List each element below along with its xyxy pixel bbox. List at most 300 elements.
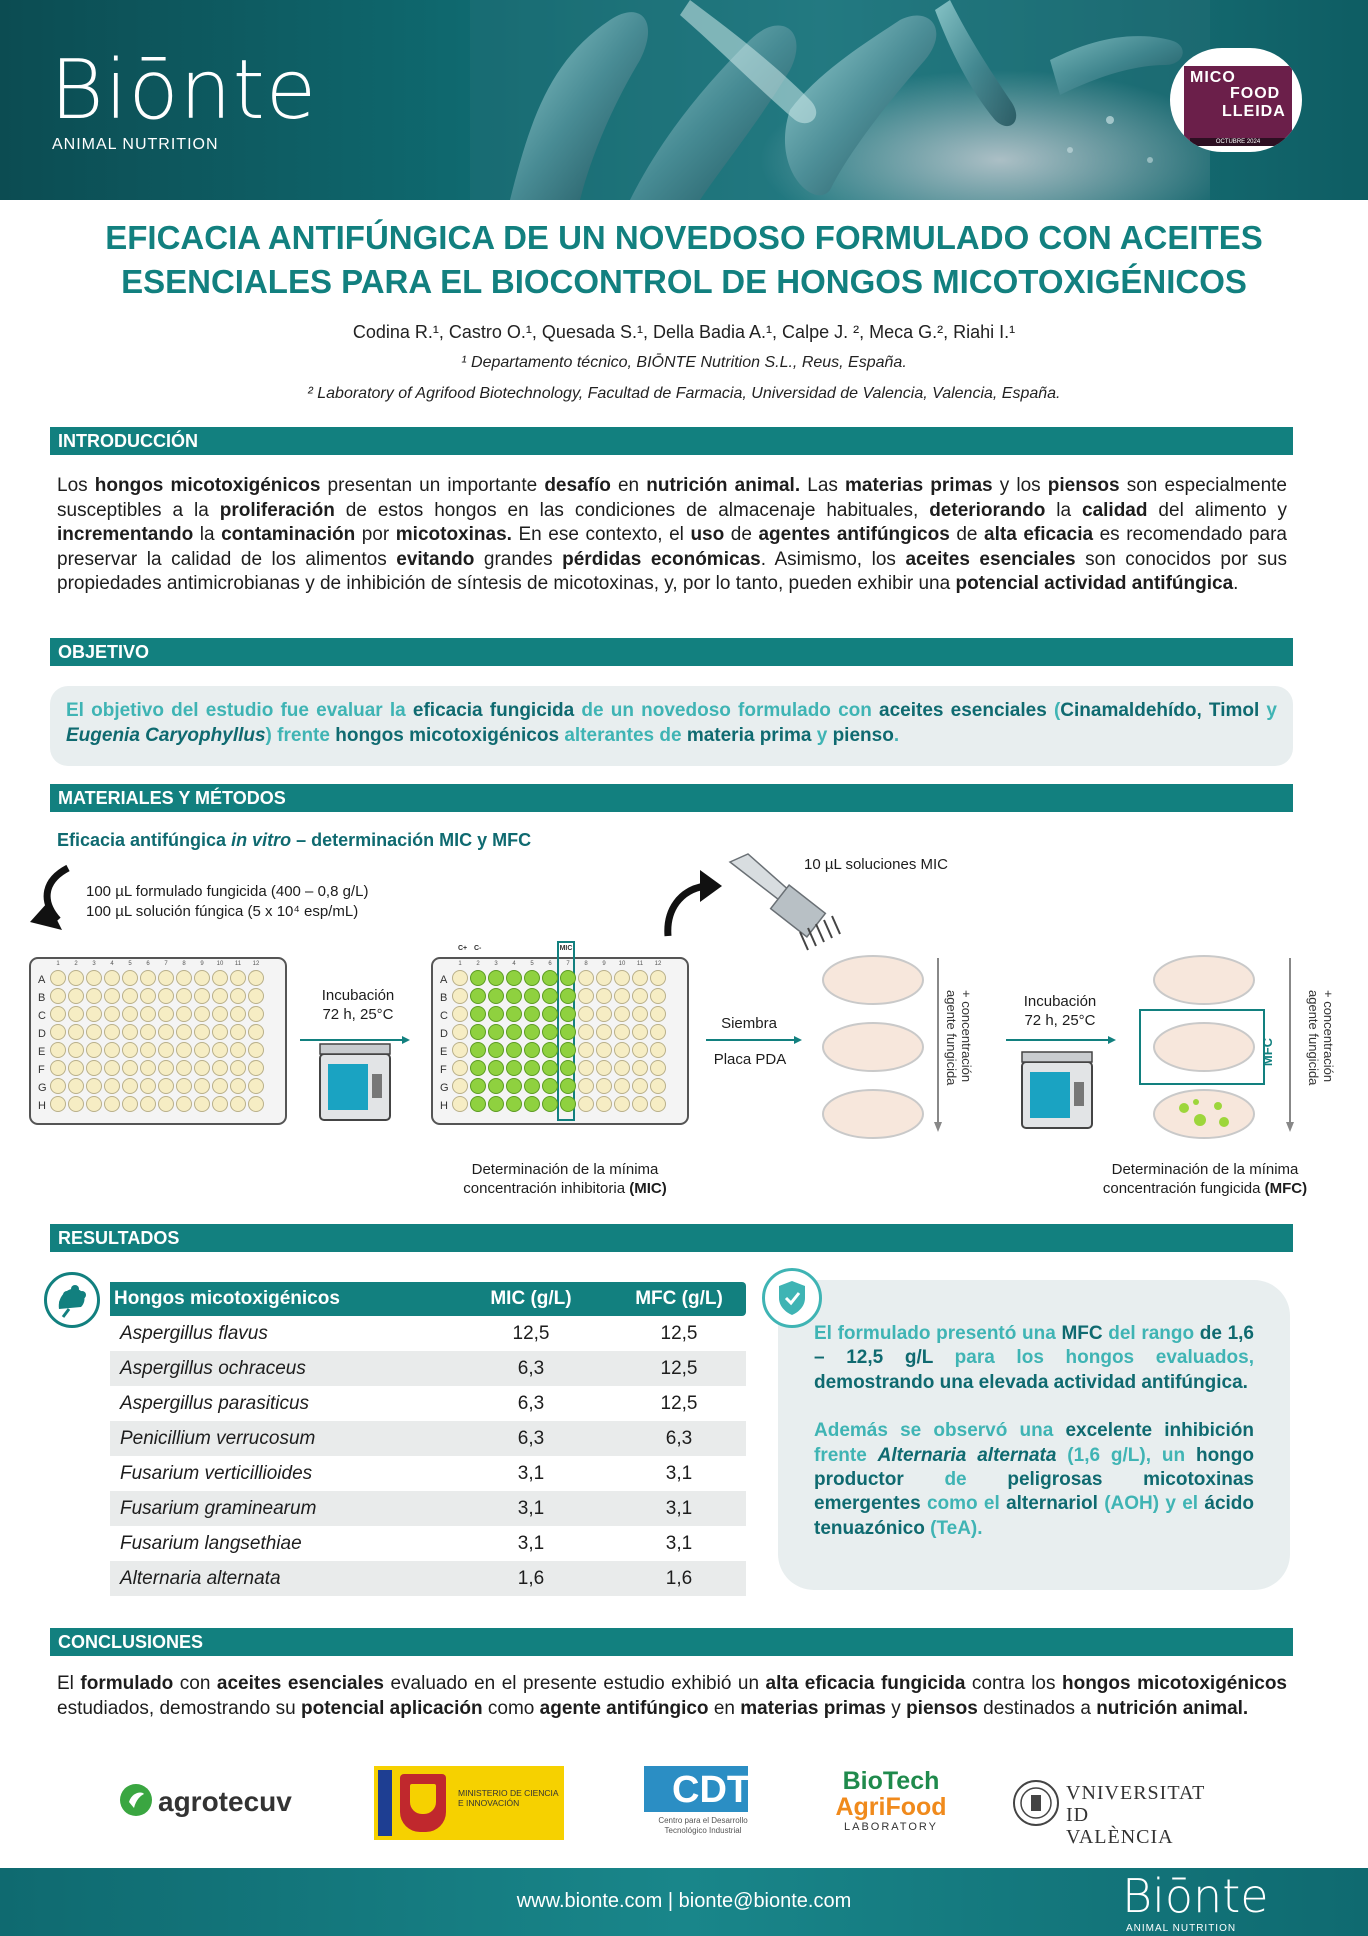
plate-well [633, 971, 648, 986]
concentration-label-2: + concentración agente fungicida [1306, 990, 1336, 1086]
plate-well [633, 1007, 648, 1022]
plate-well [489, 1025, 504, 1040]
plate-well [123, 1007, 138, 1022]
plate-well [453, 1097, 468, 1112]
plate-well [507, 1097, 522, 1112]
plate-well [249, 1097, 264, 1112]
plate-well [69, 1025, 84, 1040]
plate-well [249, 971, 264, 986]
methods-diagram [0, 840, 1368, 1140]
plate-well [579, 989, 594, 1004]
plate-well [51, 1025, 66, 1040]
plate-well [471, 971, 486, 986]
plate-well [471, 1079, 486, 1094]
footer-contact: www.bionte.com | bionte@bionte.com [516, 1890, 852, 1912]
plate-well [195, 1079, 210, 1094]
plate-well [159, 1043, 174, 1058]
plate-well [561, 1061, 576, 1076]
section-bar-results: RESULTADOS [50, 1224, 1293, 1252]
plate-well [105, 1097, 120, 1112]
siembra-label: Siembra [721, 1015, 777, 1032]
plate-well [249, 1043, 264, 1058]
plate-well [525, 1043, 540, 1058]
mfc-value: 3,1 [665, 1498, 693, 1519]
plate-well [597, 989, 612, 1004]
plate-well [105, 1007, 120, 1022]
mfc-value: 12,5 [660, 1393, 698, 1414]
plate-col-label: 10 [618, 961, 626, 967]
plate-well [615, 1097, 630, 1112]
header-banner [0, 0, 1368, 200]
mic-value: 6,3 [517, 1393, 545, 1414]
plate-row-label: H [38, 1100, 46, 1112]
plate-well [249, 989, 264, 1004]
plate-well [453, 1007, 468, 1022]
plate-col-label: 10 [216, 961, 224, 967]
plate-well [177, 1007, 192, 1022]
intro-paragraph: Los hongos micotoxigénicos presentan un importante desafío en nutrición animal. Las materias primas y los piensos son especialmente susceptibles a la proliferación de estos hongos en las condiciones de almacenaje habituales, deteriorando la calidad del alimento y incrementando la contaminación por micotoxinas. En ese contexto, el uso de agentes antifúngicos de alta eficacia es recomendado para preservar la calidad de los alimentos evitando grandes pérdidas económicas. Asimismo, los aceites esenciales son conocidos por sus propiedades antimicrobianas y de inhibición de síntesis de micotoxinas, y, por lo tanto, pueden exhibir una potencial actividad antifúngica. [57, 475, 1288, 595]
plate-well [543, 1007, 558, 1022]
fungus-name: Aspergillus flavus [120, 1323, 268, 1344]
plate-well [87, 1061, 102, 1076]
plate-well [507, 989, 522, 1004]
plate-well [159, 1061, 174, 1076]
plate-row-label: A [440, 974, 448, 986]
plate-well [633, 1079, 648, 1094]
plate-well [123, 1043, 138, 1058]
plate-well [51, 989, 66, 1004]
plate-well [651, 1007, 666, 1022]
results-paragraph-1: El formulado presentó una MFC del rango de 1,6 – 12,5 g/L para los hongos evaluados, demostrando una elevada actividad antifúngica. [814, 1323, 1254, 1393]
results-summary-box [778, 1280, 1290, 1590]
table-row [110, 1526, 746, 1561]
plate-well [69, 1043, 84, 1058]
plate-well [123, 989, 138, 1004]
plate-well [231, 1025, 246, 1040]
plate-well [69, 1079, 84, 1094]
plate-row-label: H [440, 1100, 448, 1112]
plate-well [525, 971, 540, 986]
plate-col-label: 12 [654, 961, 662, 967]
plate-well [579, 1025, 594, 1040]
brand-name: Biōnte [50, 43, 318, 138]
biotech-agrifood-logo [826, 1768, 956, 1842]
plate-well [69, 971, 84, 986]
plate-well [633, 1097, 648, 1112]
plate-well [471, 1007, 486, 1022]
title-line-2: ESENCIALES PARA EL BIOCONTROL DE HONGOS MICOTOXIGÉNICOS [121, 263, 1247, 300]
section-bar-methods: MATERIALES Y MÉTODOS [50, 784, 1293, 812]
mic-value: 6,3 [517, 1428, 545, 1449]
plate-well [177, 989, 192, 1004]
incubation2-label: Incubación 72 h, 25°C [1023, 993, 1097, 1029]
plate-well [471, 1025, 486, 1040]
plate-well [231, 1061, 246, 1076]
plate-well [633, 1061, 648, 1076]
table-body [110, 1316, 746, 1596]
plate-well [543, 1097, 558, 1112]
mic-value: 12,5 [512, 1323, 550, 1344]
ministerio-logo [374, 1766, 564, 1840]
title-line-1: EFICACIA ANTIFÚNGICA DE UN NOVEDOSO FORMULADO CON ACEITES [105, 219, 1263, 256]
conclusion-paragraph: El formulado con aceites esenciales evaluado en el presente estudio exhibió un alta eficacia fungicida contra los hongos micotoxigénicos estudiados, demostrando su potencial aplicación como agente antifúngico en materias primas y piensos destinados a nutrición animal. [57, 1673, 1287, 1719]
plate-well [615, 971, 630, 986]
plate-well [141, 1043, 156, 1058]
plate-well [141, 989, 156, 1004]
plate-well [561, 971, 576, 986]
caption-mic: Determinación de la mínima concentración inhibitoria (MIC) [463, 1161, 667, 1197]
table-row [110, 1561, 746, 1596]
event-logo-line1: MICO [1190, 69, 1236, 86]
plate-col-label: 11 [234, 961, 242, 967]
plate-well [231, 971, 246, 986]
plate-well [105, 1025, 120, 1040]
plate-well [489, 989, 504, 1004]
plate-well [195, 1025, 210, 1040]
incubator-icon-1 [320, 1044, 390, 1120]
plate-row-label: B [440, 992, 448, 1004]
petri-dish-icon [1154, 956, 1254, 1138]
plate-well [141, 1097, 156, 1112]
plate-row-label: B [38, 992, 46, 1004]
petri-dish-icon [823, 956, 923, 1138]
microplate-incubated-icon [432, 942, 688, 1124]
event-logo-line2: FOOD [1230, 85, 1281, 102]
mic-column-tag: MIC [559, 945, 573, 952]
plate-well [51, 1097, 66, 1112]
plate-well [651, 1025, 666, 1040]
plate-col-label: 12 [252, 961, 260, 967]
plate-well [69, 989, 84, 1004]
fungus-name: Aspergillus ochraceus [120, 1358, 306, 1379]
footer-brand: Biōnte [1122, 1869, 1269, 1923]
cdti-logo [644, 1766, 762, 1844]
plate-well [213, 989, 228, 1004]
plate-well [195, 1097, 210, 1112]
plate-well [87, 971, 102, 986]
plate-well [525, 1061, 540, 1076]
plate-row-label: C [440, 1010, 448, 1022]
plate-well [141, 1079, 156, 1094]
affiliation-1: ¹ Departamento técnico, BIŌNTE Nutrition S.L., Reus, España. [461, 354, 907, 371]
plate-well [525, 1079, 540, 1094]
plate-well [213, 1061, 228, 1076]
plate-well [195, 989, 210, 1004]
plate-well [651, 1097, 666, 1112]
plate-well [651, 1043, 666, 1058]
curved-arrow-right-icon [668, 886, 705, 936]
plate-well [525, 1007, 540, 1022]
mfc-value: 12,5 [660, 1323, 698, 1344]
plate-well [177, 1079, 192, 1094]
results-paragraph-2: Además se observó una excelente inhibición frente Alternaria alternata (1,6 g/L), un hongo productor de peligrosas micotoxinas emergentes como el alternariol (AOH) y el ácido tenuazónico (TeA). [814, 1420, 1255, 1539]
plate-well [123, 971, 138, 986]
plate-well [597, 1097, 612, 1112]
plate-well [507, 971, 522, 986]
plate-row-label: G [440, 1082, 449, 1094]
plate-well [615, 1079, 630, 1094]
plate-well [489, 971, 504, 986]
plate-well [651, 1061, 666, 1076]
microplate-initial-icon [30, 958, 286, 1124]
reagent-label-1: 100 µL formulado fungicida (400 – 0,8 g/L) [86, 883, 369, 900]
plate-well [249, 1007, 264, 1022]
plate-well [471, 1061, 486, 1076]
plate-row-label: A [38, 974, 46, 986]
plate-well [177, 1097, 192, 1112]
plate-well [105, 1061, 120, 1076]
brand-tagline: ANIMAL NUTRITION [52, 136, 219, 153]
ministerio-text: MINISTERIO DE CIENCIA E INNOVACIÓN [458, 1788, 559, 1808]
plate-well [123, 1061, 138, 1076]
event-logo-date: OCTUBRE 2024 [1190, 138, 1286, 146]
fungus-name: Fusarium verticillioides [120, 1463, 313, 1484]
plate-well [141, 1061, 156, 1076]
cdti-text: CDTI [672, 1769, 761, 1811]
plate-well [231, 1097, 246, 1112]
concentration-label-1: + concentración agente fungicida [944, 990, 974, 1086]
plate-well [69, 1061, 84, 1076]
plate-well [51, 1079, 66, 1094]
eu-flag-icon [378, 1770, 392, 1836]
uv-seal-icon [1012, 1778, 1060, 1828]
placa-label: Placa PDA [713, 1051, 787, 1068]
plate-col-label: 5 [128, 961, 132, 967]
plate-well [489, 1061, 504, 1076]
mfc-value: 3,1 [665, 1463, 693, 1484]
plate-well [453, 1043, 468, 1058]
plate-well [195, 1007, 210, 1022]
plate-row-label: D [38, 1028, 46, 1040]
plate-well [561, 1025, 576, 1040]
plate-well [489, 1007, 504, 1022]
fungus-name: Alternaria alternata [120, 1568, 281, 1589]
agrifood-text: AgriFood [835, 1793, 947, 1821]
plate-col-label: 3 [494, 961, 498, 967]
plate-well [507, 1079, 522, 1094]
plate-well [633, 989, 648, 1004]
plate-well [543, 971, 558, 986]
control-negative: C- [474, 945, 482, 952]
plate-well [87, 989, 102, 1004]
section-bar-intro: INTRODUCCIÓN [50, 427, 1293, 455]
plate-well [231, 1079, 246, 1094]
plate-well [597, 971, 612, 986]
plate-well [249, 1061, 264, 1076]
plate-well [651, 1079, 666, 1094]
uv-text-2: ID VALÈNCIA [1066, 1804, 1174, 1848]
laboratory-text: LABORATORY [844, 1821, 938, 1833]
plate-row-label: C [38, 1010, 46, 1022]
plate-col-label: 6 [548, 961, 552, 967]
plate-well [69, 1097, 84, 1112]
plate-row-label: D [440, 1028, 448, 1040]
plate-well [123, 1097, 138, 1112]
plate-col-label: 1 [458, 961, 462, 967]
plate-well [51, 1061, 66, 1076]
plate-well [87, 1025, 102, 1040]
plate-well [87, 1007, 102, 1022]
plate-well [123, 1079, 138, 1094]
plate-well [579, 1007, 594, 1022]
plate-col-label: 6 [146, 961, 150, 967]
plate-well [471, 989, 486, 1004]
plate-well [177, 1043, 192, 1058]
plate-well [597, 1061, 612, 1076]
plate-well [213, 1079, 228, 1094]
plate-well [51, 971, 66, 986]
plate-well [105, 1079, 120, 1094]
cdti-subtext: Centro para el Desarrollo Tecnológico Industrial [658, 1816, 748, 1835]
plate-well [561, 1079, 576, 1094]
plate-well [195, 971, 210, 986]
authors: Codina R.¹, Castro O.¹, Quesada S.¹, Della Badia A.¹, Calpe J. ², Meca G.², Riahi I.¹ [352, 322, 1016, 342]
plate-row-label: G [38, 1082, 47, 1094]
pipette-label: 10 µL soluciones MIC [804, 856, 948, 873]
biotech-text: BioTech [842, 1767, 940, 1795]
table-row [110, 1491, 746, 1526]
plate-col-label: 2 [74, 961, 78, 967]
event-logo-line3: LLEIDA [1222, 103, 1286, 120]
plate-well [579, 1043, 594, 1058]
header-mic: MIC (g/L) [490, 1288, 572, 1309]
footer-brand-tagline: ANIMAL NUTRITION [1126, 1923, 1237, 1934]
mfc-value: 12,5 [660, 1358, 698, 1379]
shield-check-icon [762, 1268, 822, 1328]
plate-row-label: E [440, 1046, 448, 1058]
plate-col-label: 8 [584, 961, 588, 967]
plate-row-label: F [440, 1064, 447, 1076]
fungus-name: Aspergillus parasiticus [120, 1393, 310, 1414]
affiliation-2: ² Laboratory of Agrifood Biotechnology, Facultad de Farmacia, Universidad de Valencia, Valencia, España. [307, 385, 1061, 402]
plate-well [561, 1097, 576, 1112]
table-row [110, 1351, 746, 1386]
mic-value: 1,6 [517, 1568, 545, 1589]
plate-well [597, 1079, 612, 1094]
plate-well [633, 1025, 648, 1040]
plate-well [615, 989, 630, 1004]
plate-well [489, 1043, 504, 1058]
plate-well [453, 971, 468, 986]
fungus-name: Fusarium graminearum [120, 1498, 317, 1519]
plate-well [579, 1061, 594, 1076]
plate-well [453, 1079, 468, 1094]
plate-well [159, 989, 174, 1004]
incubation1-label: Incubación 72 h, 25°C [321, 987, 395, 1023]
plate-well [471, 1097, 486, 1112]
section-bar-objective: OBJETIVO [50, 638, 1293, 666]
table-row [110, 1456, 746, 1491]
plate-well [177, 1025, 192, 1040]
plate-well [561, 1043, 576, 1058]
plate-well [195, 1043, 210, 1058]
plate-well [69, 1007, 84, 1022]
plate-well [651, 989, 666, 1004]
plate-well [105, 989, 120, 1004]
plate-well [525, 989, 540, 1004]
mic-value: 3,1 [517, 1533, 545, 1554]
plate-well [123, 1025, 138, 1040]
control-positive: C+ [458, 945, 468, 952]
mfc-tag: MFC [1260, 1037, 1275, 1067]
plate-well [213, 1043, 228, 1058]
plate-well [177, 971, 192, 986]
plate-well [213, 971, 228, 986]
section-bar-conclusions: CONCLUSIONES [50, 1628, 1293, 1656]
universitat-valencia-logo [1012, 1776, 1206, 1848]
plate-well [141, 971, 156, 986]
micofood-event-logo [1170, 48, 1302, 152]
plate-col-label: 11 [636, 961, 644, 967]
plate-well [543, 1025, 558, 1040]
plate-well [543, 989, 558, 1004]
plate-col-label: 2 [476, 961, 480, 967]
plate-col-label: 5 [530, 961, 534, 967]
plate-col-label: 4 [110, 961, 114, 967]
plate-well [597, 1043, 612, 1058]
plate-col-label: 7 [164, 961, 168, 967]
plate-well [543, 1079, 558, 1094]
plate-well [579, 1079, 594, 1094]
plate-col-label: 3 [92, 961, 96, 967]
table-row [110, 1421, 746, 1456]
plate-well [615, 1007, 630, 1022]
fungus-icon [44, 1272, 100, 1328]
plate-well [525, 1025, 540, 1040]
plate-col-label: 9 [200, 961, 204, 967]
plate-well [453, 1025, 468, 1040]
plate-well [615, 1061, 630, 1076]
plate-well [159, 1079, 174, 1094]
plate-well [87, 1043, 102, 1058]
plate-well [561, 989, 576, 1004]
table-header [110, 1282, 746, 1316]
fungus-name: Penicillium verrucosum [120, 1428, 316, 1449]
incubator-icon-2 [1022, 1052, 1092, 1128]
plate-col-label: 4 [512, 961, 516, 967]
objective-box: El objetivo del estudio fue evaluar la eficacia fungicida de un novedoso formulado con aceites esenciales (Cinamaldehído, Timol y Eugenia Caryophyllus) frente hongos micotoxigénicos alterantes de materia prima y pienso. [50, 686, 1293, 766]
plate-well [615, 1025, 630, 1040]
plate-col-label: 7 [566, 961, 570, 967]
mic-value: 3,1 [517, 1498, 545, 1519]
reagent-label-2: 100 µL solución fúngica (5 x 10⁴ esp/mL) [86, 903, 359, 920]
plate-well [51, 1043, 66, 1058]
plate-well [105, 971, 120, 986]
header-mfc: MFC (g/L) [635, 1288, 723, 1309]
plate-row-label: F [38, 1064, 45, 1076]
multichannel-pipette-icon [730, 854, 840, 950]
plate-well [507, 1061, 522, 1076]
plate-well [213, 1025, 228, 1040]
header-fungi: Hongos micotoxigénicos [114, 1288, 340, 1309]
plate-well [195, 1061, 210, 1076]
plate-well [489, 1079, 504, 1094]
plate-row-label: E [38, 1046, 46, 1058]
plate-well [579, 971, 594, 986]
mic-value: 6,3 [517, 1358, 545, 1379]
fungus-name: Fusarium langsethiae [120, 1533, 302, 1554]
plate-well [597, 1007, 612, 1022]
plate-well [561, 1007, 576, 1022]
plate-col-label: 1 [56, 961, 60, 967]
plate-well [615, 1043, 630, 1058]
agrotec-text: agrotecuv [158, 1786, 292, 1817]
mfc-value: 6,3 [665, 1428, 693, 1449]
plate-well [543, 1043, 558, 1058]
plate-well [141, 1025, 156, 1040]
mfc-value: 3,1 [665, 1533, 693, 1554]
plate-well [213, 1097, 228, 1112]
